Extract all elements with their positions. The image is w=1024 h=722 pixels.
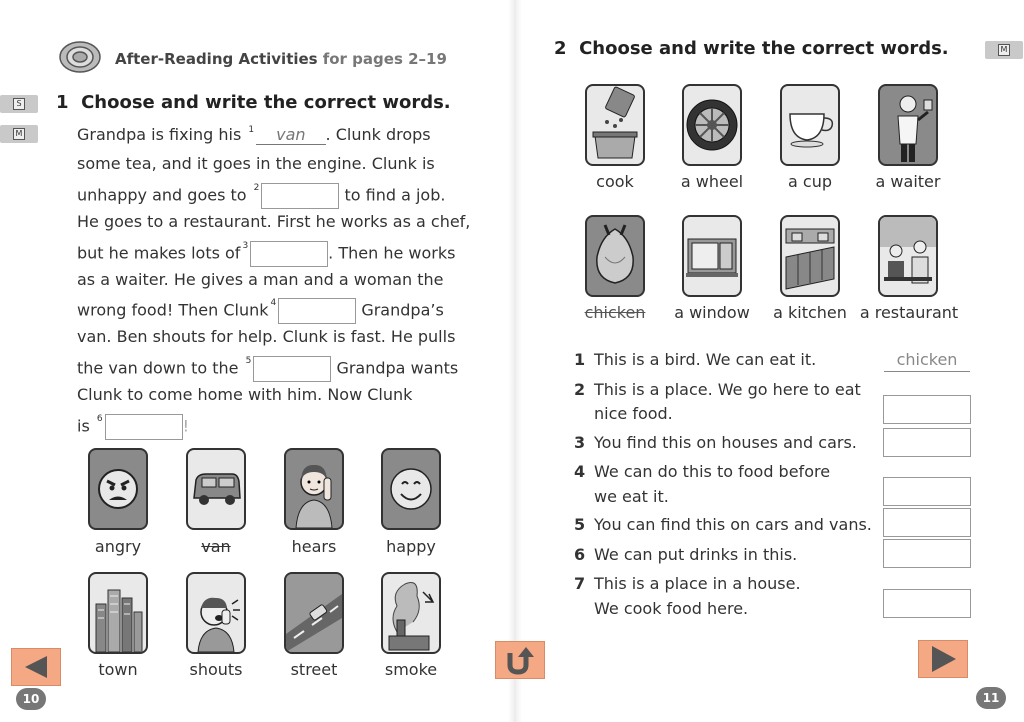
word-window: a window bbox=[674, 303, 750, 322]
prev-page-button[interactable] bbox=[11, 648, 61, 686]
card-chicken bbox=[585, 215, 645, 297]
card-waiter bbox=[878, 84, 938, 166]
word-town: town bbox=[98, 660, 138, 679]
answer-1-filled: chicken bbox=[884, 350, 970, 372]
word-angry: angry bbox=[94, 537, 142, 556]
card-hears bbox=[284, 448, 344, 530]
card-cook bbox=[585, 84, 645, 166]
card-angry bbox=[88, 448, 148, 530]
passage-line: Clunk to come home with him. Now Clunk bbox=[77, 385, 413, 404]
card-shouts bbox=[186, 572, 246, 654]
passage-line: as a waiter. He gives a man and a woman the bbox=[77, 270, 444, 289]
header-title: After-Reading Activities bbox=[115, 50, 318, 68]
answer-box-6[interactable] bbox=[105, 414, 183, 440]
answer-1: van bbox=[256, 125, 325, 145]
arrow-right-icon bbox=[928, 644, 958, 674]
answer-box-2[interactable] bbox=[261, 183, 339, 209]
word-wheel: a wheel bbox=[680, 172, 744, 191]
passage-line: the van down to the $^5$ Grandpa wants bbox=[77, 356, 458, 376]
question-3: 3 You find this on houses and cars. bbox=[574, 433, 857, 452]
page-gutter bbox=[508, 0, 522, 722]
return-button[interactable] bbox=[495, 641, 545, 679]
question-4-line2: we eat it. bbox=[594, 487, 669, 506]
passage-line: but he makes lots of $^3$ . Then he works bbox=[77, 241, 455, 261]
tag-s: S bbox=[0, 95, 38, 113]
kitchen-icon bbox=[782, 217, 838, 295]
page-number-right: 11 bbox=[976, 687, 1006, 709]
boy-shouting-icon bbox=[188, 574, 244, 652]
word-cup: a cup bbox=[788, 172, 832, 191]
answer-box-q3[interactable] bbox=[883, 428, 971, 457]
factory-smoke-icon bbox=[383, 574, 439, 652]
restaurant-icon bbox=[880, 217, 936, 295]
word-waiter: a waiter bbox=[875, 172, 941, 191]
answer-box-q4[interactable] bbox=[883, 477, 971, 506]
question-6: 6 We can put drinks in this. bbox=[574, 545, 798, 564]
word-kitchen: a kitchen bbox=[773, 303, 847, 322]
header-subtitle: for pages 2–19 bbox=[322, 50, 447, 68]
question-1: 1 This is a bird. We can eat it. bbox=[574, 350, 817, 369]
section-header bbox=[115, 49, 447, 68]
answer-box-q2[interactable] bbox=[883, 395, 971, 424]
answer-box-q7[interactable] bbox=[883, 589, 971, 618]
card-town bbox=[88, 572, 148, 654]
word-restaurant: a restaurant bbox=[859, 303, 959, 322]
ex1-title: 1 Choose and write the correct words. bbox=[56, 92, 451, 113]
question-7-line2: We cook food here. bbox=[594, 599, 749, 618]
card-window bbox=[682, 215, 742, 297]
card-cup bbox=[780, 84, 840, 166]
word-hears: hears bbox=[291, 537, 337, 556]
question-7: 7 This is a place in a house. bbox=[574, 574, 801, 593]
answer-box-4[interactable] bbox=[278, 298, 356, 324]
word-chicken: chicken bbox=[584, 303, 646, 322]
word-smoke: smoke bbox=[384, 660, 438, 679]
card-kitchen bbox=[780, 215, 840, 297]
ex2-title: 2 Choose and write the correct words. bbox=[554, 38, 949, 59]
passage-line: unhappy and goes to $^2$ to find a job. bbox=[77, 183, 445, 203]
arrow-left-icon bbox=[21, 654, 51, 680]
next-page-button[interactable] bbox=[918, 640, 968, 678]
passage-line: van. Ben shouts for help. Clunk is fast. He pulls bbox=[77, 327, 456, 346]
word-cook: cook bbox=[596, 172, 634, 191]
page-number-left: 10 bbox=[16, 688, 46, 710]
return-arrow-icon bbox=[504, 645, 536, 675]
van-icon bbox=[188, 450, 244, 528]
card-street bbox=[284, 572, 344, 654]
card-restaurant bbox=[878, 215, 938, 297]
spiral-icon bbox=[58, 40, 102, 74]
word-shouts: shouts bbox=[189, 660, 243, 679]
card-van bbox=[186, 448, 246, 530]
answer-box-5[interactable] bbox=[253, 356, 331, 382]
question-2: 2 This is a place. We go here to eat bbox=[574, 380, 861, 399]
window-icon bbox=[684, 217, 740, 295]
town-icon bbox=[90, 574, 146, 652]
word-van: van bbox=[201, 537, 231, 556]
question-5: 5 You can find this on cars and vans. bbox=[574, 515, 872, 534]
word-street: street bbox=[290, 660, 338, 679]
passage-line: He goes to a restaurant. First he works as a chef, bbox=[77, 212, 471, 231]
answer-box-q6[interactable] bbox=[883, 539, 971, 568]
waiter-icon bbox=[880, 86, 936, 164]
card-smoke bbox=[381, 572, 441, 654]
question-4: 4 We can do this to food before bbox=[574, 462, 831, 481]
street-icon bbox=[286, 574, 342, 652]
cup-icon bbox=[782, 86, 838, 164]
girl-listening-icon bbox=[286, 450, 342, 528]
passage-line: some tea, and it goes in the engine. Clunk is bbox=[77, 154, 435, 173]
word-happy: happy bbox=[386, 537, 436, 556]
happy-face-icon bbox=[383, 450, 439, 528]
passage-line: is $^6$ ! bbox=[77, 414, 189, 434]
card-happy bbox=[381, 448, 441, 530]
answer-box-q5[interactable] bbox=[883, 508, 971, 537]
card-wheel bbox=[682, 84, 742, 166]
question-2-line2: nice food. bbox=[594, 404, 673, 423]
angry-face-icon bbox=[90, 450, 146, 528]
tag-m: M bbox=[0, 125, 38, 143]
roast-chicken-icon bbox=[587, 217, 643, 295]
wheel-icon bbox=[684, 86, 740, 164]
answer-box-3[interactable] bbox=[250, 241, 328, 267]
tag-m-right: M bbox=[985, 41, 1023, 59]
passage-line: Grandpa is fixing his $^1$ van . Clunk drops bbox=[77, 125, 431, 144]
cooking-pot-icon bbox=[587, 86, 643, 164]
passage-line: wrong food! Then Clunk $^4$ Grandpa’s bbox=[77, 298, 444, 318]
